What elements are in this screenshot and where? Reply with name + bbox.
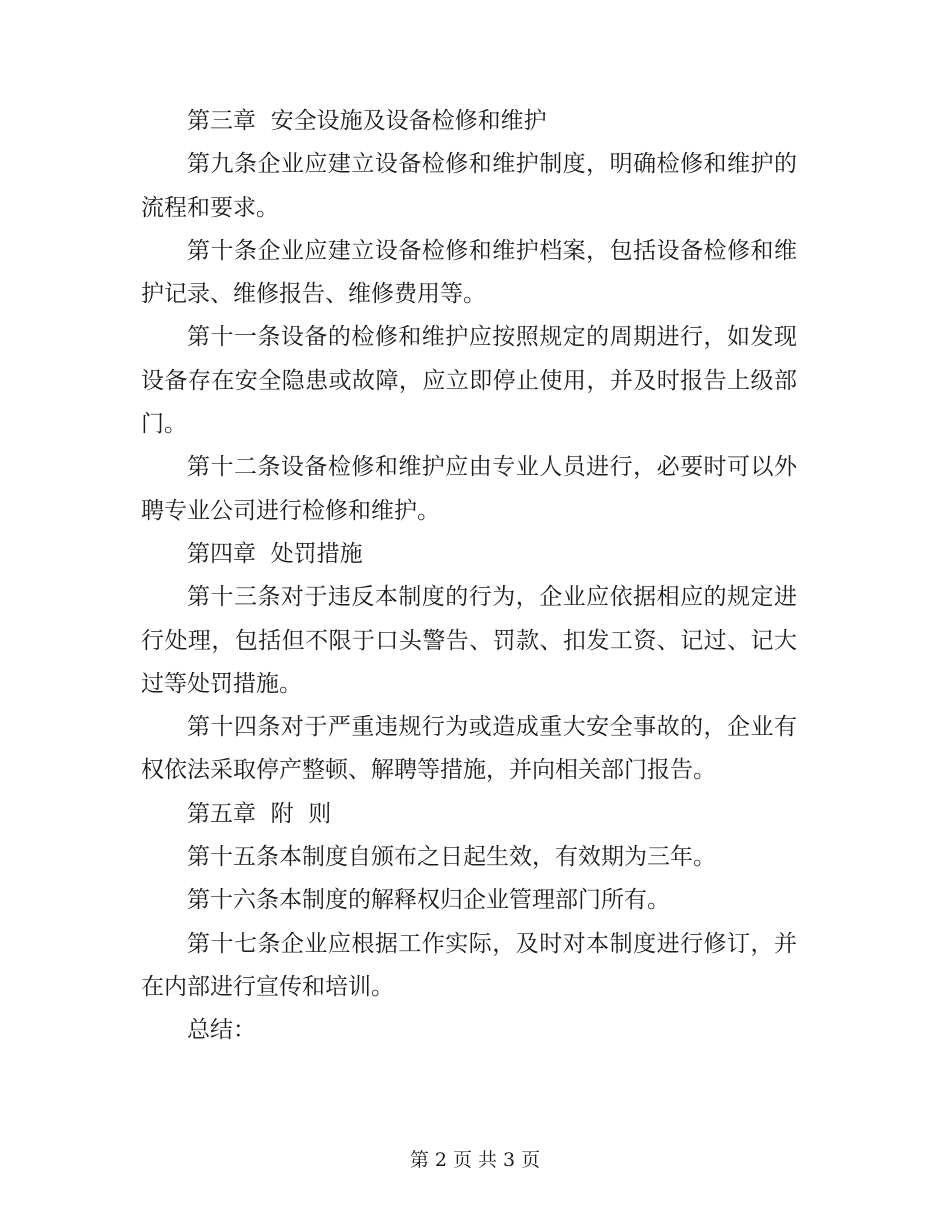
article-16: 第十六条本制度的解释权归企业管理部门所有。 — [187, 887, 670, 914]
chapter-3-heading: 第三章 安全设施及设备检修和维护 — [187, 108, 547, 134]
chapter-4-heading: 第四章 处罚措施 — [187, 540, 363, 567]
summary-heading: 总结： — [187, 1017, 256, 1044]
article-10: 第十条企业应建立设备检修和维护档案，包括设备检修和维护记录、维修报告、维修费用等。 — [141, 237, 797, 308]
article-11: 第十一条设备的检修和维护应按照规定的周期进行，如发现设备存在安全隐患或故障，应立即停止使用，并及时报告上级部门。 — [141, 324, 797, 438]
article-17: 第十七条企业应根据工作实际，及时对本制度进行修订，并在内部进行宣传和培训。 — [141, 930, 797, 1000]
article-9: 第九条企业应建立设备检修和维护制度，明确检修和维护的流程和要求。 — [141, 151, 797, 221]
page-number: 第 2 页 共 3 页 — [409, 1149, 541, 1171]
article-15: 第十五条本制度自颁布之日起生效，有效期为三年。 — [187, 844, 716, 871]
chapter-5-heading: 第五章 附 则 — [187, 800, 332, 827]
document-body — [141, 100, 797, 1053]
article-13: 第十三条对于违反本制度的行为，企业应依据相应的规定进行处理，包括但不限于口头警告、罚款、扣发工资、记过、记大过等处罚措施。 — [141, 584, 797, 697]
article-14: 第十四条对于严重违规行为或造成重大安全事故的，企业有权依法采取停产整顿、解聘等措施，并向相关部门报告。 — [141, 714, 797, 784]
article-12: 第十二条设备检修和维护应由专业人员进行，必要时可以外聘专业公司进行检修和维护。 — [141, 454, 797, 524]
